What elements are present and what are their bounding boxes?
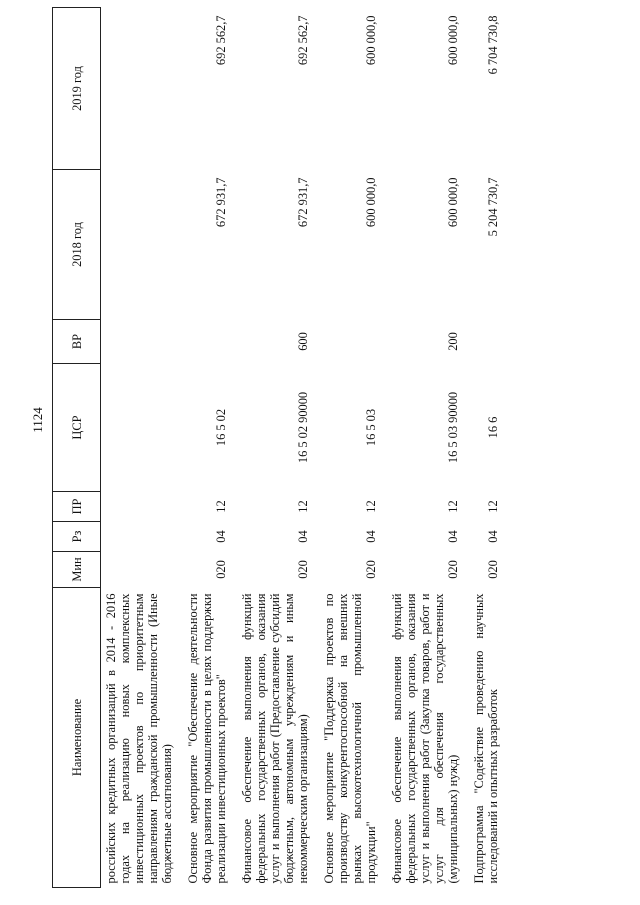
row-2019: 692 562,7	[214, 15, 228, 66]
row-rz: 04	[364, 530, 378, 543]
table-row	[319, 8, 381, 888]
row-min: 020	[296, 560, 310, 579]
row-2018: 600 000,0	[446, 177, 460, 228]
header-csr: ЦСР	[53, 364, 101, 492]
row-min: 020	[446, 560, 460, 579]
row-name: Финансовое обеспечение выполнения функций федеральных государственных органов, оказания услуг и выполнения работ (Предоставление субсидий бюджетным, автономным учреждениям и иным некоммерческим организациям)	[240, 593, 310, 884]
row-pr	[101, 492, 178, 522]
row-vr: 600	[296, 332, 310, 351]
row-2019: 6 704 730,8	[486, 15, 500, 75]
row-2019: 600 000,0	[446, 15, 460, 66]
row-rz: 04	[486, 530, 500, 543]
header-rz: Рз	[53, 522, 101, 552]
row-2018: 5 204 730,7	[486, 177, 500, 237]
header-2019: 2019 год	[53, 8, 101, 170]
row-rz: 04	[214, 530, 228, 543]
table-row	[101, 8, 178, 888]
row-vr	[183, 320, 231, 364]
row-csr: 16 5 03 90000	[446, 391, 460, 464]
table-row	[183, 8, 231, 888]
row-min	[101, 552, 178, 588]
row-2018: 672 931,7	[296, 177, 310, 228]
header-min: Мин	[53, 552, 101, 588]
row-pr: 12	[296, 500, 310, 513]
row-2018: 600 000,0	[364, 177, 378, 228]
row-min: 020	[486, 560, 500, 579]
table-row	[469, 8, 503, 888]
row-pr: 12	[364, 500, 378, 513]
header-vr: ВР	[53, 320, 101, 364]
row-2019: 600 000,0	[364, 15, 378, 66]
row-csr: 16 6	[486, 416, 500, 439]
row-min: 020	[364, 560, 378, 579]
row-vr	[469, 320, 503, 364]
page-number: 1124	[30, 407, 45, 433]
row-name: Основное мероприятие "Обеспечение деятельности Фонда развития промышленности в целях поддержки реализации инвестиционных проектов"	[186, 593, 228, 884]
header-pr: ПР	[53, 492, 101, 522]
row-vr	[319, 320, 381, 364]
row-name: российских кредитных организаций в 2014 - 2016 годах на реализацию новых комплексных инвестиционных проектов по приоритетным направлениям гражданской промышленности (Иные бюджетные ассигнования)	[104, 593, 174, 884]
row-rz	[101, 522, 178, 552]
row-name: Основное мероприятие "Поддержка проектов по производству конкурентоспособной на внешних рынках высокотехнологичной промышленной продукции"	[322, 593, 378, 884]
table-row	[237, 8, 313, 888]
row-name: Финансовое обеспечение выполнения функций федеральных государственных органов, оказания услуг и выполнения работ (Закупка товаров, работ и услуг для обеспечения государственных (муниципальных) нужд)	[390, 593, 460, 884]
budget-table	[52, 7, 503, 888]
header-2018: 2018 год	[53, 170, 101, 320]
row-csr: 16 5 02 90000	[296, 391, 310, 464]
row-rz: 04	[446, 530, 460, 543]
row-2019: 692 562,7	[296, 15, 310, 66]
row-vr: 200	[446, 332, 460, 351]
header-name: Наименование	[53, 588, 101, 888]
row-min: 020	[214, 560, 228, 579]
row-csr: 16 5 03	[364, 408, 378, 447]
row-csr	[101, 364, 178, 492]
table-header-row	[53, 8, 101, 888]
row-name: Подпрограмма "Содействие проведению научных исследований и опытных разработок	[472, 593, 500, 884]
row-csr: 16 5 02	[214, 408, 228, 447]
table-row	[387, 8, 463, 888]
row-rz: 04	[296, 530, 310, 543]
row-vr	[101, 320, 178, 364]
budget-table-page	[52, 8, 588, 888]
row-2019	[101, 8, 178, 170]
row-pr: 12	[486, 500, 500, 513]
row-2018	[101, 170, 178, 320]
row-2018: 672 931,7	[214, 177, 228, 228]
row-pr: 12	[214, 500, 228, 513]
row-pr: 12	[446, 500, 460, 513]
